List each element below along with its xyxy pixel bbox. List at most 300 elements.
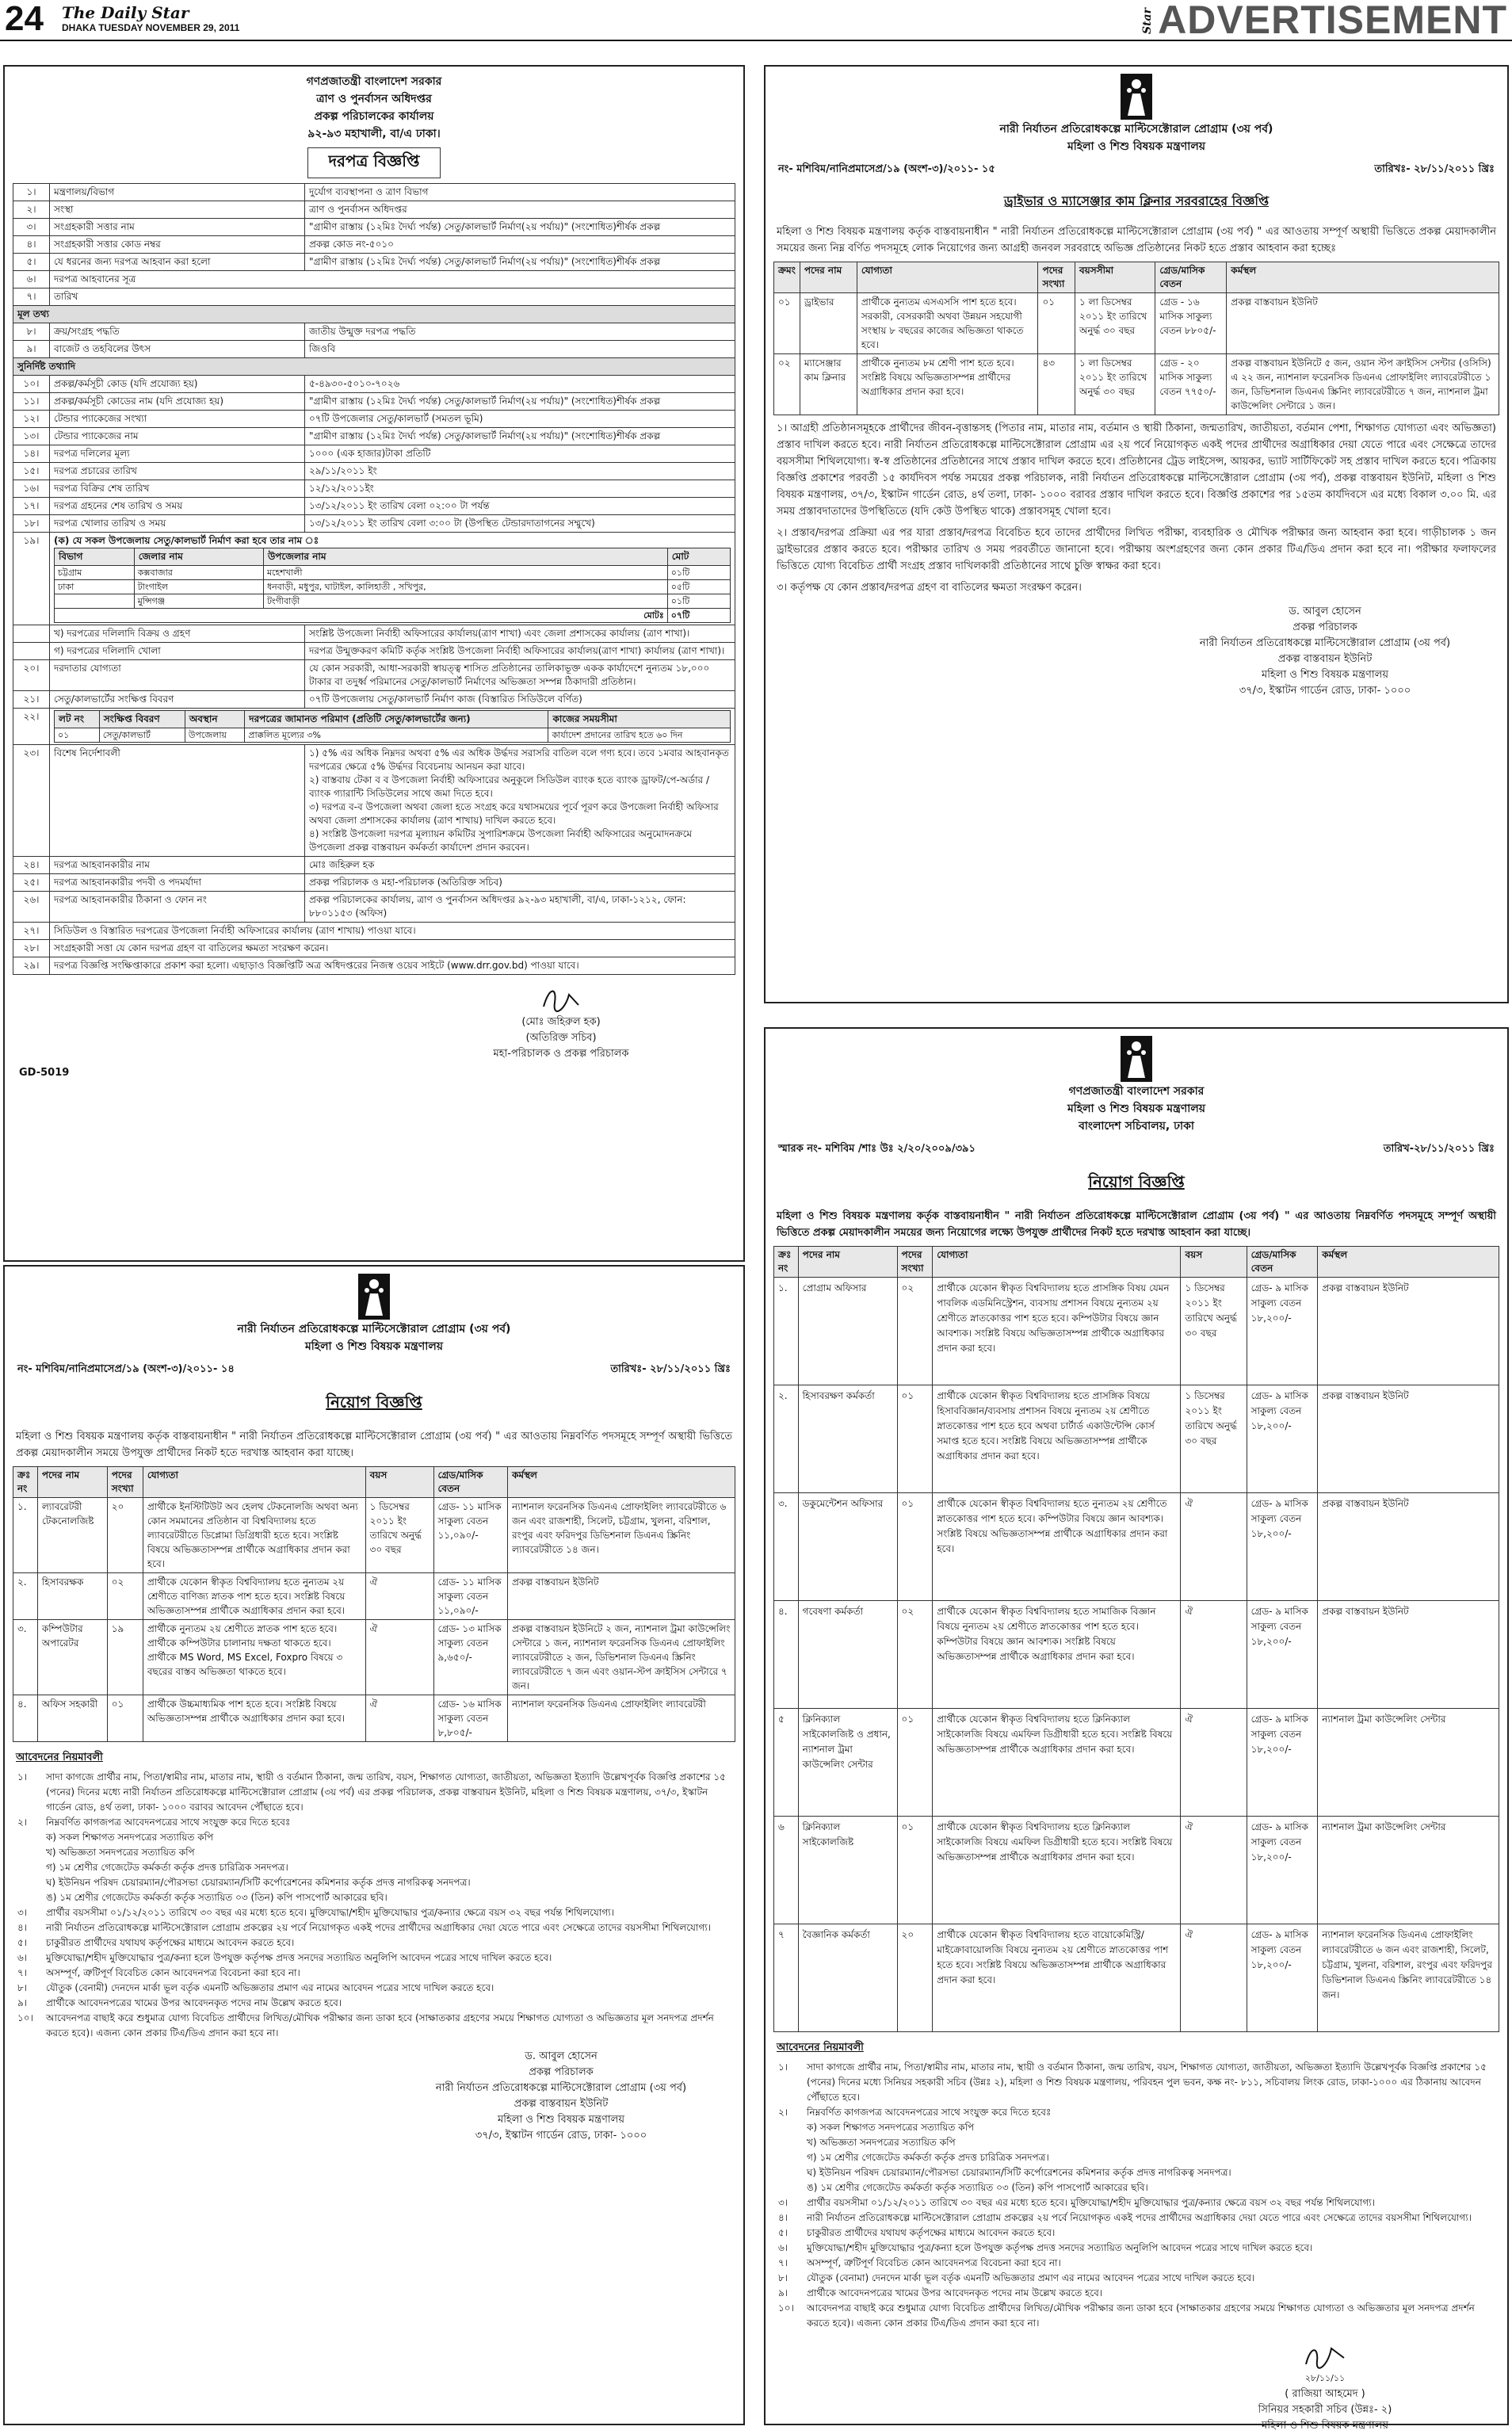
upazila-cell: ০১টি <box>667 594 730 609</box>
tender-row <box>13 271 735 288</box>
signer-line: নারী নির্যাতন প্রতিরোধকল্পে মাল্টিসেক্টোরাল প্রোগ্রাম (৩য় পর্ব) <box>435 2082 687 2094</box>
rule-number <box>778 2120 800 2135</box>
row-value: প্রকল্প পরিচালক ও মহা-পরিচালক (অতিরিক্ত সচিব) <box>305 874 735 892</box>
row-label: সেতু/কালভার্টের সংক্ষিপ্ত বিবরণ <box>50 691 305 709</box>
rule-number: ২। <box>778 2107 788 2118</box>
row-number: ১৬। <box>13 480 50 498</box>
row-value: জিওবি <box>305 341 735 358</box>
row-number: ২৬। <box>13 892 50 923</box>
table-cell: ৬ <box>774 1817 799 1924</box>
rule-text: নারী নির্যাতন প্রতিরোধকল্পে মাল্টিসেক্টোরাল প্রোগ্রাম প্রকল্পের ২য় পর্বে নিয়োগকৃত একই পদের প্রার্থীদের অগ্রাধিকার দেয়া যেতে পারে এবং সেক্ষেত্রে তাদের বয়সসীমা শিথিলযোগ্য। <box>46 1922 712 1933</box>
upazila-cell: মহেশখালী <box>263 566 667 580</box>
row-number: ২৫। <box>13 874 50 892</box>
row-value: ১৩/১২/২০১১ ইং তারিখ বেলা ৩:০০ টা (উপস্থিত টেন্ডারদাতাগনের সম্মুখে) <box>305 515 735 533</box>
tender-row <box>13 533 735 625</box>
signature-block <box>773 604 1476 699</box>
signer-title: মহা-পরিচালক ও প্রকল্প পরিচালক <box>493 1048 629 1060</box>
rule-text: ঘ) ইউনিয়ন পরিষদ চেয়ারম্যান/পৌরসভা চেয়ারম্যান/সিটি কর্পোরেশনের কমিশনার কর্তৃক প্রদত্ত নাগরিকত্ব সনদপত্র। <box>46 1877 471 1888</box>
table-cell: অফিস সহকারী <box>37 1695 107 1742</box>
row-number: ২৪। <box>13 857 50 874</box>
header-line: গণপ্রজাতন্ত্রী বাংলাদেশ সরকার <box>306 75 442 88</box>
signature-block <box>13 2049 712 2144</box>
row-label: সংগ্রহকারী সত্তার নাম <box>50 219 305 236</box>
list-item <box>778 2271 1495 2286</box>
ministry-recruitment-ad <box>764 1027 1509 2432</box>
instruction-item: ২) বাস্তবায় টেকা ব ব উপজেলা নির্বাহী অফিসারের অনুকূলে সিডিউল ব্যাংক হতে ব্যাংক ড্রাফট/পে-অর্ডার / ব্যাংক গ্যারান্টি সিডিউলের সাথে জমা দিতে হবে। <box>309 774 710 799</box>
row-label: প্রকল্প/কর্মসূচী কোড (যদি প্রযোজ্য হয়) <box>50 376 305 393</box>
rule-number: ৬। <box>778 2242 788 2253</box>
table-cell: ০১ <box>897 1385 933 1493</box>
table-cell: প্রার্থীকে যেকোন স্বীকৃত বিশ্ববিদ্যালয় হতে ক্লিনিক্যাল সাইকোলজি বিষয়ে এমফিল ডিগ্রীধারী হতে হবে। সংশ্লিষ্ট বিষয়ে অভিজ্ঞতাসম্পন্ন প্রার্থীকে অগ্রাধিকার প্রদান করা হবে। <box>933 1817 1181 1924</box>
table-row <box>774 1817 1499 1924</box>
table-cell: প্রার্থীকে উচ্চমাধ্যমিক পাশ হতে হবে। সংশ্লিষ্ট বিষয়ে অভিজ্ঞতাসম্পন্ন প্রার্থীকে অগ্রাধিকার প্রদান করা হবে। <box>143 1695 365 1742</box>
table-cell: প্রার্থীকে যেকোন স্বীকৃত বিশ্ববিদ্যালয় হতে নুন্যতম ২য় শ্রেণীতে স্নাতকোত্তর পাশ হতে হবে। কম্পিউটার বিষয়ে জ্ঞান আবশ্যক। সংশ্লিষ্ট বিষয়ে অভিজ্ঞতাসম্পন্ন প্রার্থীকে অগ্রাধিকার প্রদান করা হবে। <box>933 1493 1181 1601</box>
section-heading: সুনির্দিষ্ট তথ্যাদি <box>13 358 735 376</box>
table-row <box>774 1493 1499 1601</box>
column-header: পদের সংখ্যা <box>107 1467 143 1498</box>
row-number: ১৪। <box>13 445 50 463</box>
tender-row <box>13 660 735 691</box>
table-cell: ঐ <box>365 1695 433 1742</box>
row-number: ১৯। <box>13 533 50 625</box>
list-item <box>778 2286 1495 2301</box>
row-value: "গ্রামীণ রাস্তায় (১২মিঃ দৈর্ঘ্য পর্যন্ত) সেতু/কালভার্ট নির্মাণ(২য় পর্যায়)" (সংশোধিত)শীর্ষক প্রকল্প <box>305 254 735 271</box>
row-label: বিশেষ নির্দেশাবলী <box>50 745 305 857</box>
column-header: কাজের সময়সীমা <box>548 711 731 728</box>
table-cell: প্রার্থীকে যেকোন স্বীকৃত বিশ্ববিদ্যালয় হতে প্রাসঙ্গিক বিষয় যেমন পাবলিক এডমিনিস্ট্রেশন, ব্যবসায় প্রশাসন বিষয়ে নুন্যতম ২য় শ্রেণীতে স্নাতকোত্তর পাশ হতে হবে। কম্পিউটার বিষয়ে জ্ঞান আবশ্যক। সংশ্লিষ্ট বিষয়ে অভিজ্ঞতাসম্পন্ন প্রার্থীকে অগ্রাধিকার প্রদান করা হবে। <box>933 1278 1181 1385</box>
rule-text: অসম্পূর্ণ, ত্রুটিপূর্ণ বিবেচিত কোন আবেদনপত্র বিবেচনা করা হবে না। <box>807 2257 1061 2268</box>
rule-number <box>778 2150 800 2165</box>
row-number: ৩। <box>13 219 50 236</box>
column-header: লট নং <box>55 711 100 728</box>
rules-title: আবেদনের নিয়মাবলী <box>16 1752 103 1763</box>
row-label: দরপত্র আহবানের সূত্র <box>50 271 735 288</box>
row-number: ১২। <box>13 411 50 428</box>
rule-text: মুক্তিযোদ্ধা/শহীদ মুক্তিযোদ্ধার পুত্র/কন্যা হলে উপযুক্ত কর্তৃপক্ষ প্রদত্ত সনদের সত্যায়িত অনুলিপি আবেদন পত্রের সাথে দাখিল করতে হবে। <box>46 1952 552 1963</box>
row-value: জাতীয় উন্মুক্ত দরপত্র পদ্ধতি <box>305 323 735 341</box>
project-emblem-icon <box>1120 73 1153 120</box>
table-cell: ০২ <box>897 1601 933 1709</box>
rule-number: ১। <box>778 2061 788 2073</box>
column-header: পদের সংখ্যা <box>897 1247 933 1278</box>
rule-text: গ) ১ম শ্রেণীর গেজেটেড কর্মকর্তা কর্তৃক প্রদত্ত চারিত্রিক সনদপত্র। <box>807 2152 1049 2163</box>
table-cell: গ্রেড- ৯ মাসিক সাকুল্য বেতন ১৮,২০০/- <box>1247 1924 1318 2032</box>
tender-row <box>13 957 735 975</box>
reference-number: স্মারক নং- মশিবিম /শাঃ উঃ ২/২০/২০০৯/৩৯১ <box>778 1143 976 1155</box>
table-cell: ০১ <box>897 1817 933 1924</box>
column-header: কর্মস্থল <box>508 1467 735 1498</box>
list-item <box>778 2105 1495 2120</box>
table-cell: ন্যাশনাল ফরেনসিক ডিএনএ প্রোফাইলিং ল্যাবরেটরীতে ৬ জন এবং রাজশাহী, সিলেট, চট্টগ্রাম, খুলনা, বরিশাল, রংপুর এবং ফরিদপুর ডিভিশনাল ডিএনএ স্ক্রিনিং ল্যাবরেটরীতে ১৪ জন। <box>1318 1924 1499 2032</box>
tender-row <box>13 201 735 219</box>
list-item <box>17 1996 731 2011</box>
tender-row <box>13 625 735 643</box>
row-label: দরপত্র আহবানকারীর নাম <box>50 857 305 874</box>
upazila-row <box>55 580 731 594</box>
row-value: ৫-৪৯৩০-৫০১০-৭০২৬ <box>305 376 735 393</box>
rules-list <box>778 2060 1495 2331</box>
signer-line: মহিলা ও শিশু বিষয়ক মন্ত্রণালয় <box>497 2114 625 2126</box>
signer-title: সিনিয়র সহকারী সচিব (উন্নঃ- ২) <box>1258 2404 1392 2416</box>
column-header: পদের সংখ্যা <box>1038 262 1075 293</box>
table-cell: প্রার্থীকে যেকোন স্বীকৃত বিশ্ববিদ্যালয় হতে প্রাসঙ্গিক বিষয়ে হিসাববিজ্ঞান/ব্যবসায় প্রশাসন বিষয়ে নুন্যতম ২য় শ্রেণীতে স্নাতকোত্তর পাশ হতে হবে অথবা চার্টার্ড একাউন্টেন্সি কোর্স সমাপ্ত হতে হবে। সংশ্লিষ্ট বিষয়ে অভিজ্ঞতাসম্পন্ন প্রার্থীকে অগ্রাধিকার প্রদান করা হবে। <box>933 1385 1181 1493</box>
newspaper-logo: The Daily Star <box>62 3 189 22</box>
row-label: মন্ত্রণালয়/বিভাগ <box>50 184 305 201</box>
table-cell: গ্রেড- ১১ মাসিক সাকুল্য বেতন ১১,০৯০/- <box>433 1573 508 1620</box>
row-label: গ) দরপত্রের দলিলাদি খোলা <box>50 643 305 660</box>
row-value: প্রকল্প কোড নং-৫০১০ <box>305 236 735 254</box>
list-item <box>17 1845 731 1860</box>
note-paragraph: ১। আগ্রহী প্রতিষ্ঠানসমূহকে প্রার্থীদের জীবন-বৃত্তান্তসহ (পিতার নাম, মাতার নাম, বর্তমান ও স্থায়ী ঠিকানা, জন্মতারিখ, জাতীয়তা, বর্তমান পেশা, শিক্ষাগত যোগ্যতা এবং অভিজ্ঞতা) প্রস্তাব দাখিল করতে হবে। নারী নির্যাতন প্রতিরোধকল্পে মাল্টিসেক্টোরাল প্রোগ্রাম এর ২য় পর্বে নিয়োগকৃত একই পদের প্রার্থীদের অগ্রাধিকার দেয়া যেতে পারে এবং সেক্ষেত্রে তাদের বয়সসীমা শিথিলযোগ্য। স্ব-স্ব প্রতিষ্ঠানের প্রতিষ্ঠানের সাথে প্রস্তাব দাখিল করতে হবে। প্রতিষ্ঠানের ট্রেড লাইসেন্স, আয়কর, ভ্যাট সার্টিফিকেট সহ প্রস্তাব দাখিল করতে হবে। পত্রিকায় বিজ্ঞপ্তি প্রকাশের পরবর্তী ১৫ কার্যদিবস পর্যন্ত সময়ের প্রকল্প পরিচালক, নারী নির্যাতন প্রতিরোধকল্পে মাল্টিসেক্টোরাল প্রোগ্রাম (৩য় পর্ব), প্রকল্প বাস্তবায়ন ইউনিট, মহিলা ও শিশু বিষয়ক মন্ত্রণালয়, ৩৭/৩, ইস্কাটন গার্ডেন রোড, ৪র্থ তলা, ঢাকা- ১০০০ বরাবর প্রস্তাব দাখিল করতে হবে। বিজ্ঞপ্তি প্রকাশের পর ১৫তম কার্যদিবসে এর মধ্যে বিকাল ৩.০০ মি. এর সময় প্রস্তাবদাতাদের উপস্থিতিতে (যদি কেউ উপস্থিত থাকে) প্রস্তাবসমূহ খোলা হবে। <box>777 422 1496 518</box>
lot-cell: ০১ <box>55 728 100 743</box>
row-label: সংগ্রহকারী সত্তা যে কোন দরপত্র গ্রহণ বা বাতিলের ক্ষমতা সংরক্ষণ করেন। <box>50 940 735 957</box>
row-value: সংশ্লিষ্ট উপজেলা নির্বাহী অফিসারের কার্যালয়(ত্রাণ শাখা) এবং জেলা প্রশাসকের কার্যালয় (ত্রাণ শাখা)। <box>305 625 735 643</box>
rule-number <box>17 1845 40 1860</box>
signer-line: মহিলা ও শিশু বিষয়ক মন্ত্রণালয় <box>1261 669 1389 681</box>
table-cell: হিসাবরক্ষণ কর্মকর্তা <box>798 1385 897 1493</box>
table-cell: ঐ <box>1181 1601 1247 1709</box>
upazila-cell: ধনবাড়ী, মধুপুর, ঘাটাইল, কালিহাতী , সখিপুর, <box>263 580 667 594</box>
rule-text: মুক্তিযোদ্ধা/শহীদ মুক্তিযোদ্ধার পুত্র/কন্যা হলে উপযুক্ত কর্তৃপক্ষ প্রদত্ত সনদের সত্যায়িত অনুলিপি আবেদন পত্রের সাথে দাখিল করতে হবে। <box>807 2242 1313 2253</box>
rule-number: ১০। <box>17 2012 33 2023</box>
notice-date: তারিখ-২৮/১১/২০১১ খ্রিঃ <box>1383 1143 1495 1155</box>
table-cell: ১ লা ডিসেম্বর ২০১১ ইং তারিখে অনুর্দ্ধ ৩০ বছর <box>1075 354 1155 415</box>
rule-number <box>17 1890 40 1905</box>
signer-line: ৩৭/৩, ইস্কাটন গার্ডেন রোড, ঢাকা- ১০০০ <box>1239 685 1411 697</box>
table-cell: ১ ডিসেম্বর ২০১১ ইং তারিখে অনুর্দ্ধ ৩০ বছর <box>1181 1278 1247 1385</box>
upazila-heading: (ক) যে সকল উপজেলায় সেতু/কালভার্ট নির্মাণ করা হবে তার নাম ঃ <box>54 535 319 546</box>
table-row <box>774 293 1499 354</box>
column-header: যোগ্যতা <box>857 262 1038 293</box>
signature-date: ২৮/১১/১১ <box>1304 2373 1346 2383</box>
table-cell: ০২ <box>107 1573 143 1620</box>
signer-line: নারী নির্যাতন প্রতিরোধকল্পে মাল্টিসেক্টোরাল প্রোগ্রাম (৩য় পর্ব) <box>1199 637 1451 649</box>
tender-row <box>13 463 735 480</box>
column-header: পদের নাম <box>800 262 857 293</box>
tender-row <box>13 219 735 236</box>
table-cell: ঐ <box>1181 1493 1247 1601</box>
row-value: "গ্রামীণ রাস্তায় (১২মিঃ দৈর্ঘ্য পর্যন্ত) সেতু/কালভার্ট নির্মাণ(২য় পর্যায়)" (সংশোধিত)শীর্ষক প্রকল্প <box>305 219 735 236</box>
signer-name: ( রাজিয়া আহমেদ ) <box>1285 2388 1365 2400</box>
rule-number: ৫। <box>778 2227 788 2238</box>
table-cell: ঐ <box>1181 1817 1247 1924</box>
table-cell: ন্যাশনাল ট্রমা কাউন্সেলিং সেন্টার <box>1318 1709 1499 1817</box>
upazila-cell: ঢাকা <box>55 580 135 594</box>
table-cell: গবেষণা কর্মকর্তা <box>798 1601 897 1709</box>
row-label: সংস্থা <box>50 201 305 219</box>
row-number: ২২। <box>13 709 50 745</box>
rule-number <box>17 1830 40 1845</box>
rule-number <box>778 2165 800 2180</box>
list-item <box>778 2135 1495 2150</box>
list-item <box>17 1966 731 1981</box>
table-cell: ঐ <box>1181 1709 1247 1817</box>
header-line: ত্রাণ ও পুনর্বাসন অধিদপ্তর <box>316 93 432 105</box>
table-cell: গ্রেড - ১৬ মাসিক সাকুল্য বেতন ৮৮০৫/- <box>1155 293 1227 354</box>
table-cell: ক্লিনিক্যাল সাইকোলজিষ্ট ও প্রধান, ন্যাশনাল ট্রমা কাউন্সেলিং সেন্টার <box>798 1709 897 1817</box>
list-item <box>17 1875 731 1890</box>
header-line: ৯২-৯৩ মহাখালী, বা/এ ঢাকা। <box>307 128 441 140</box>
table-cell: প্রকল্প বাস্তবায়ন ইউনিট <box>1318 1493 1499 1601</box>
list-item <box>17 1815 731 1830</box>
table-cell: ৫ <box>774 1709 799 1817</box>
table-cell: ০১ <box>107 1695 143 1742</box>
tender-row <box>13 923 735 940</box>
tender-row <box>13 691 735 709</box>
instruction-item: ৩) দরপত্র ব-ব উপজেলা অথবা জেলা হতে সংগ্রহ করে যথাসময়ের পূর্বে পূরণ করে উপজেলা নির্বাহী অফিসার অথবা জেলা প্রশাসকের কার্যালয় (ত্রাণ শাখায়) দাখিল করতে হবে। <box>309 801 719 826</box>
row-number: ৪। <box>13 236 50 254</box>
row-number: ৯। <box>13 341 50 358</box>
table-cell: ১ ডিসেম্বর ২০১১ ইং তারিখে অনুর্দ্ধ ৩০ বছর <box>1181 1385 1247 1493</box>
signer-line: প্রকল্প পরিচালক <box>1292 621 1357 633</box>
row-label: সিডিউল ও বিস্তারিত দরপত্রের উপজেলা নির্বাহী অফিসারের কার্যালয় (ত্রাণ শাখায়) পাওয়া যাবে। <box>50 923 735 940</box>
tender-row <box>13 515 735 533</box>
rule-text: সাদা কাগজে প্রার্থীর নাম, পিতা/স্বামীর নাম, মাতার নাম, স্থায়ী ও বর্তমান ঠিকানা, জন্ম তারিখ, বয়স, শিক্ষাগত যোগ্যতা, জাতীয়তা, অভিজ্ঞতা ইত্যাদি উল্লেখপূর্বক বিজ্ঞপ্তি প্রকাশের ১৫ (পনের) দিনের মধ্যে সিনিয়র সহকারী সচিব (উন্নঃ ২), মহিলা ও শিশু বিষয়ক মন্ত্রণালয়, পরিবহন পুল ভবন, কক্ষ নং- ৮১১, সচিবালয় লিংক রোড, ঢাকা-১০০০ এর ঠিকানায় আবেদন পৌঁছাতে হবে। <box>807 2061 1487 2103</box>
section-title: ADVERTISEMENT <box>1158 0 1507 42</box>
rule-number: ৮। <box>778 2272 788 2283</box>
table-cell: বৈজ্ঞানিক কর্মকর্তা <box>798 1924 897 2032</box>
total-label: মোটঃ <box>55 609 668 623</box>
rule-text: প্রার্থীর বয়সসীমা ০১/১২/২০১১ তারিখে ৩০ বছর এর মধ্যে হতে হবে। মুক্তিযোদ্ধা/শহীদ মুক্তিযোদ্ধার পুত্র/কন্যার ক্ষেত্রে বয়স ৩২ বছর পর্যন্ত শিথিলযোগ্য। <box>46 1907 614 1918</box>
jobs-table <box>773 1246 1499 2032</box>
rule-text: সাদা কাগজে প্রার্থীর নাম, পিতা/স্বামীর নাম, মাতার নাম, স্থায়ী ও বর্তমান ঠিকানা, জন্ম তারিখ, বয়স, শিক্ষাগত যোগ্যতা, জাতীয়তা, অভিজ্ঞতা ইত্যাদি উল্লেখপূর্বক বিজ্ঞপ্তি প্রকাশের ১৫ (পনের) দিনের মধ্যে নারী নির্যাতন প্রতিরোধকল্পে মাল্টিসেক্টোরাল প্রোগ্রাম (৩য় পর্ব) এর প্রকল্প পরিচালক, প্রকল্প বাস্তবায়ন ইউনিট, মহিলা ও শিশু বিষয়ক মন্ত্রণালয়, ৩৭/৩, ইস্কাটন গার্ডেন রোড, ৪র্থ তলা, ঢাকা- ১০০০ বরাবর আবেদন পৌঁছাতে হবে। <box>46 1771 726 1813</box>
rule-text: খ) অভিজ্ঞতা সনদপত্রের সত্যায়িত কপি <box>807 2137 956 2148</box>
header-line: মহিলা ও শিশু বিষয়ক মন্ত্রণালয় <box>1067 140 1206 153</box>
row-number: ২৩। <box>13 745 50 857</box>
table-row <box>13 1498 735 1573</box>
rule-text: চাকুরীরত প্রার্থীদের যথাযথ কর্তৃপক্ষের মাধ্যমে আবেদন করতে হবে। <box>807 2227 1056 2238</box>
row-number: ৭। <box>13 288 50 306</box>
table-row <box>774 1601 1499 1709</box>
column-header: গ্রেড/মাসিক বেতন <box>1155 262 1227 293</box>
row-value: দুর্যোগ ব্যবস্থাপনা ও ত্রাণ বিভাগ <box>305 184 735 201</box>
rules-list <box>17 1770 731 2041</box>
row-value: যে কোন সরকারী, আধা-সরকারী স্বায়ত্ত্ব শাসিত প্রতিষ্ঠানের তালিকাভূক্ত একক কার্যাদেশে নুন্যতম ১৮,০০০ টাকার বা তদুর্ধ্ব পরিমানের সেতু/কালভার্ট নির্মাণের অভিজ্ঞতা সম্পন্ন ঠিকাদারী প্রতিষ্ঠান। <box>305 660 735 691</box>
row-number: ১৩। <box>13 428 50 445</box>
table-cell: ০১ <box>1038 293 1075 354</box>
jobs-table <box>13 1466 735 1742</box>
table-cell: ডকুমেন্টেশন অফিসার <box>798 1493 897 1601</box>
row-value: মোঃ জহিরুল হক <box>305 857 735 874</box>
table-cell: গ্রেড- ৯ মাসিক সাকুল্য বেতন ১৮,২০০/- <box>1247 1385 1318 1493</box>
table-cell: হিসাবরক্ষক <box>37 1573 107 1620</box>
list-item <box>17 2011 731 2041</box>
rule-text: গ) ১ম শ্রেণীর গেজেটেড কর্মকর্তা কর্তৃক প্রদত্ত চারিত্রিক সনদপত্র। <box>46 1862 288 1873</box>
signer-line: প্রকল্প বাস্তবায়ন ইউনিট <box>1277 653 1373 665</box>
rule-text: ঙ) ১ম শ্রেণীর গেজেটেড কর্মকর্তা কর্তৃক সত্যায়িত ০৩ (তিন) কপি পাসপোর্ট আকারের ছবি। <box>46 1892 388 1903</box>
signer-name: (মোঃ জহিরুল হক) <box>521 1016 601 1028</box>
rule-text: আবেদনপত্র বাছাই করে শুধুমাত্র যোগ্য বিবেচিত প্রার্থীদের লিখিত/মৌখিক পরীক্ষার জন্য ডাকা হবে (সাক্ষাতকার গ্রহণের সময়ে শিক্ষাগত যোগ্যতা ও অভিজ্ঞতার মূল সনদপত্র প্রদর্শন করতে হবে)। এজন্য কোন প্রকার টিএ/ডিএ প্রদান করা হবে না। <box>807 2302 1475 2329</box>
signature-block <box>773 2339 1476 2434</box>
row-value: প্রকল্প পরিচালকের কার্যালয়, ত্রাণ ও পুনর্বাসন অধিদপ্তর ৯২-৯৩ মহাখালী, বা/এ, ঢাকা-১২১২, ফোন: ৮৮০১১৫৩ (অফিস) <box>305 892 735 923</box>
column-header: উপজেলার নাম <box>263 548 667 566</box>
driver-messenger-ad <box>764 65 1509 1003</box>
row-value: দরপত্র উন্মুক্তকরণ কমিটি কর্তৃক সংশ্লিষ্ট উপজেলা নির্বাহী অফিসারের কার্যালয়(ত্রাণ শাখা) কার্যালয় (ত্রাণ শাখা)। <box>305 643 735 660</box>
rule-text: নারী নির্যাতন প্রতিরোধকল্পে মাল্টিসেক্টোরাল প্রোগ্রাম প্রকল্পের ২য় পর্বে নিয়োগকৃত একই পদের প্রার্থীদের অগ্রাধিকার দেয়া যেতে পারে এবং সেক্ষেত্রে তাদের বয়সসীমা শিথিলযোগ্য। <box>807 2212 1472 2223</box>
table-cell: ২. <box>774 1385 799 1493</box>
row-number: ২০। <box>13 660 50 691</box>
lot-cell: প্রাক্কলিত মূল্যের ৩% <box>245 728 548 743</box>
table-cell: ১ লা ডিসেম্বর ২০১১ ইং তারিখে অনুর্দ্ধ ৩০ বছর <box>1075 293 1155 354</box>
header-line: মহিলা ও শিশু বিষয়ক মন্ত্রণালয় <box>304 1340 444 1353</box>
tender-row <box>13 480 735 498</box>
upazila-cell: মুন্সিগঞ্জ <box>134 594 263 609</box>
table-cell: প্রকল্প বাস্তবায়ন ইউনিট <box>508 1573 735 1620</box>
tender-row <box>13 236 735 254</box>
table-cell: প্রার্থীকে যেকোন স্বীকৃত বিশ্ববিদ্যালয় হতে নুন্যতম ২য় শ্রেণীতে বাণিজ্য স্নাতক পাশ হতে হবে। সংশ্লিষ্ট বিষয়ে অভিজ্ঞতাসম্পন্ন প্রার্থীকে অগ্রাধিকার প্রদান করা হবে। <box>143 1573 365 1620</box>
header-line: নারী নির্যাতন প্রতিরোধকল্পে মাল্টিসেক্টোরাল প্রোগ্রাম (৩য় পর্ব) <box>999 123 1273 136</box>
row-value: ১৩/১২/২০১১ ইং তারিখ বেলা ০২:০০ টা পর্যন্ত <box>305 498 735 515</box>
signer-line: ড. আবুল হোসেন <box>1289 606 1361 617</box>
table-cell: ৪. <box>13 1695 38 1742</box>
table-cell: ২০ <box>897 1924 933 2032</box>
list-item <box>17 1770 731 1815</box>
list-item <box>17 1890 731 1905</box>
row-number: ১। <box>13 184 50 201</box>
row-number: ৬। <box>13 271 50 288</box>
table-cell: ৪. <box>774 1601 799 1709</box>
row-label: প্রকল্প/কর্মসূচী কোডের নাম (যদি প্রযোজ্য হয়) <box>50 393 305 411</box>
table-cell: গ্রেড- ১১ মাসিক সাকুল্য বেতন ১১,০৯০/- <box>433 1498 508 1573</box>
table-cell: ০১ <box>774 293 800 354</box>
section-heading: মূল তথ্য <box>13 306 735 323</box>
lot-cell: সেতু/কালভার্ট <box>99 728 185 743</box>
intro-paragraph: মহিলা ও শিশু বিষয়ক মন্ত্রণালয় কর্তৃক বাস্তবায়নাধীন " নারী নির্যাতন প্রতিরোধকল্পে মাল্টিসেক্টোরাল প্রোগ্রাম (৩য় পর্ব) " এর আওতায় নিম্নবর্ণিত পদসমূহে সম্পূর্ণ অস্থায়ী ভিত্তিতে প্রকল্প মেয়াদকালীন সময়ে উপযুক্ত প্রার্থীদের নিকট হতে দরখাস্ত আহবান করা যাচ্ছে। <box>16 1431 732 1459</box>
table-cell: ৩. <box>13 1620 38 1695</box>
rule-number: ৯। <box>778 2287 788 2298</box>
row-label: টেন্ডার প্যাকেজের নাম <box>50 428 305 445</box>
row-label: দরপত্র গ্রহনের শেষ তারিখ ও সময় <box>50 498 305 515</box>
table-cell: গ্রেড- ৯ মাসিক সাকুল্য বেতন ১৮,২০০/- <box>1247 1817 1318 1924</box>
row-label: দরপত্র খোলার তারিখ ও সময় <box>50 515 305 533</box>
tender-notice-ad <box>3 65 745 1262</box>
tender-row <box>13 428 735 445</box>
notice-title: নিয়োগ বিজ্ঞপ্তি <box>1088 1172 1185 1191</box>
column-header: পদের নাম <box>798 1247 897 1278</box>
list-item <box>778 2180 1495 2195</box>
table-cell: ঐ <box>365 1573 433 1620</box>
table-cell: ন্যাশনাল ট্রমা কাউন্সেলিং সেন্টার <box>1318 1817 1499 1924</box>
table-cell: প্রকল্প বাস্তবায়ন ইউনিট <box>1227 293 1499 354</box>
signer-line: ড. আবুল হোসেন <box>525 2050 598 2062</box>
rule-number: ১০। <box>778 2302 794 2314</box>
tender-row <box>13 745 735 857</box>
tender-table <box>13 183 735 975</box>
list-item <box>17 1905 731 1920</box>
row-label: দরপত্র প্রচারের তারিখ <box>50 463 305 480</box>
header-line: বাংলাদেশ সচিবালয়, ঢাকা <box>1079 1120 1194 1133</box>
list-item <box>778 2301 1495 2331</box>
table-cell: ২. <box>13 1573 38 1620</box>
rule-number: ৭। <box>778 2257 788 2268</box>
row-number: ২১। <box>13 691 50 709</box>
list-item <box>17 1981 731 1996</box>
upazila-cell: ০৫টি <box>667 580 730 594</box>
column-header: বয়স <box>1181 1247 1247 1278</box>
column-header: গ্রেড/মাসিক বেতন <box>433 1467 508 1498</box>
rule-number: ৯। <box>17 1997 28 2008</box>
rule-text: আবেদনপত্র বাছাই করে শুধুমাত্র যোগ্য বিবেচিত প্রার্থীদের লিখিত/মৌখিক পরীক্ষার জন্য ডাকা হবে (সাক্ষাতকার গ্রহণের সময়ে শিক্ষাগত যোগ্যতা ও অভিজ্ঞতার মূল সনদপত্র প্রদর্শন করতে হবে)। এজন্য কোন প্রকার টিএ/ডিএ প্রদান করা হবে না। <box>46 2012 714 2039</box>
upazila-total-row <box>55 609 731 623</box>
instruction-item: ১) ৫% এর অধিক নিম্নদর অথবা ৫% এর অধিক উর্দ্ধদর সরাসরি বাতিল বলে গণ্য হবে। তবে ১মবার আহবানকৃত দরপত্রের ক্ষেত্রে ৫% উর্দ্ধদর বিবেচনায় আনয়ন করা যাবে। <box>309 747 729 772</box>
section-row <box>13 306 735 323</box>
column-header: সংক্ষিপ্ত বিবরণ <box>99 711 185 728</box>
table-cell: গ্রেড- ১৩ মাসিক সাকুল্য বেতন ৯,৬৫০/- <box>433 1620 508 1695</box>
tender-row <box>13 288 735 306</box>
column-header: বয়স <box>365 1467 433 1498</box>
table-cell: প্রার্থীকে যেকোন স্বীকৃত বিশ্ববিদ্যালয় হতে ক্লিনিক্যাল সাইকোলজি বিষয়ে এমফিল ডিগ্রীধারী হতে হবে। সংশ্লিষ্ট বিষয়ে অভিজ্ঞতাসম্পন্ন প্রার্থীকে অগ্রাধিকার প্রদান করা হবে। <box>933 1709 1181 1817</box>
table-cell: ৭ <box>774 1924 799 2032</box>
column-header: কর্মস্থল <box>1318 1247 1499 1278</box>
list-item <box>17 1935 731 1951</box>
rule-text: চাকুরীরত প্রার্থীদের যথাযথ কর্তৃপক্ষের মাধ্যমে আবেদন করতে হবে। <box>46 1937 295 1948</box>
intro-paragraph: মহিলা ও শিশু বিষয়ক মন্ত্রণালয় কর্তৃক বাস্তবায়নাধীন " নারী নির্যাতন প্রতিরোধকল্পে মাল্টিসেক্টোরাল প্রোগ্রাম (৩য় পর্ব) " এর আওতায় নিম্নবর্ণিত পদসমূহে সম্পূর্ণ অস্থায়ী ভিত্তিতে প্রকল্প মেয়াদকালীন সময়ের জন্য নিয়োগের লক্ষ্যে উপযুক্ত প্রার্থীদের নিকট হতে দরখাস্ত আহবান করা যাচ্ছে। <box>777 1210 1496 1239</box>
government-emblem-icon <box>1120 1035 1153 1083</box>
rule-text: প্রার্থীকে আবেদনপত্রের খামের উপর আবেদনকৃত পদের নাম উল্লেখ করতে হবে। <box>46 1997 342 2008</box>
tender-row <box>13 376 735 393</box>
signer-line: ৩৭/৩, ইস্কাটন গার্ডেন রোড, ঢাকা- ১০০০ <box>475 2130 647 2142</box>
notice-date: তারিখঃ- ২৮/১১/২০১১ খ্রিঃ <box>610 1363 731 1375</box>
row-number: ১১। <box>13 393 50 411</box>
tender-row <box>13 254 735 271</box>
table-cell: ঐ <box>1181 1924 1247 2032</box>
tender-row <box>13 184 735 201</box>
table-row <box>774 1709 1499 1817</box>
note-paragraph: ৩। কর্তৃপক্ষ যে কোন প্রস্তাব/দরপত্র গ্রহণ বা বাতিলের ক্ষমতা সংরক্ষণ করেন। <box>777 582 1082 594</box>
intro-paragraph: মহিলা ও শিশু বিষয়ক মন্ত্রণালয় কর্তৃক বাস্তবায়নাধীন " নারী নির্যাতন প্রতিরোধকল্পে মাল্টিসেক্টোরাল প্রোগ্রাম (৩য় পর্ব) " এর আওতায় সম্পূর্ণ অস্থায়ী ভিত্তিতে প্রকল্প মেয়াদকালীন সময়ের জন্য নিম্ন বর্ণিত পদসমূহে লোক নিয়োগের জন্য আগ্রহী জনবল সরবরাহে অভিজ্ঞ প্রতিষ্ঠানের নিকট হতে প্রস্তাব আহবান করা হচ্ছেঃ <box>777 226 1496 254</box>
row-label: দরপত্র বিক্রির শেষ তারিখ <box>50 480 305 498</box>
table-cell: প্রার্থীকে নুন্যতম ৮ম শ্রেণী পাশ হতে হবে। সংশ্লিষ্ট বিষয়ে অভিজ্ঞতাসম্পন্ন প্রার্থীদের অগ্রাধিকার প্রদান করা হবে। <box>857 354 1038 415</box>
row-number: ২৮। <box>13 940 50 957</box>
instructions-list <box>305 745 735 857</box>
reference-number: নং- মশিবিম/নানিপ্রমাসেপ্র/১৯ (অংশ-৩)/২০১১- ১৪ <box>17 1363 235 1375</box>
table-cell: ন্যাশনাল ফরেনসিক ডিএনএ প্রোফাইলিং ল্যাবরেটরী <box>508 1695 735 1742</box>
table-row <box>13 1573 735 1620</box>
rule-text: যৌতুক (বেনামা) দেনদেন মার্কা ভূল বর্তৃক এমনটি অভিজ্ঞতার প্রমাণ এর নামের আবেদন পত্রের সাথে দাখিল করতে হবে। <box>807 2272 1255 2283</box>
row-label: ক্রয়/সংগ্রহ পদ্ধতি <box>50 323 305 341</box>
upazila-table <box>54 548 731 623</box>
row-number: ৮। <box>13 323 50 341</box>
lot-cell: কার্যাদেশ প্রদানের তারিখ হতে ৬০ দিন <box>548 728 731 743</box>
header-line: গণপ্রজাতন্ত্রী বাংলাদেশ সরকার <box>1068 1085 1205 1098</box>
row-label: দরপত্র আহবানকারীর ঠিকানা ও ফোন নং <box>50 892 305 923</box>
list-item <box>17 1920 731 1935</box>
tender-row <box>13 411 735 428</box>
lot-cell: উপজেলায় <box>185 728 244 743</box>
lot-table <box>54 710 731 743</box>
tender-row <box>13 323 735 341</box>
upazila-cell: টংগীবাড়ী <box>263 594 667 609</box>
table-cell: প্রকল্প বাস্তবায়ন ইউনিট <box>1318 1278 1499 1385</box>
signature-icon <box>1301 2339 1349 2371</box>
row-value: ত্রাণ ও পুনর্বাসন অধিদপ্তর <box>305 201 735 219</box>
column-header: বয়সসীমা <box>1075 262 1155 293</box>
rule-text: প্রার্থীকে আবেদনপত্রের খামের উপর আবেদনকৃত পদের নাম উল্লেখ করতে হবে। <box>807 2287 1103 2298</box>
rule-number: ৩। <box>17 1907 28 1918</box>
list-item <box>17 1830 731 1845</box>
row-number: ২৭। <box>13 923 50 940</box>
row-value: "গ্রামীণ রাস্তায় (১২মিঃ দৈর্ঘ্য পর্যন্ত) সেতু/কালভার্ট নির্মাণ(২য় পর্যায়)" (সংশোধিত)শীর্ষক প্রকল্প <box>305 393 735 411</box>
signature-block <box>13 983 712 1062</box>
table-cell: ঐ <box>365 1620 433 1695</box>
table-cell: ৩. <box>774 1493 799 1601</box>
rule-text: ঙ) ১ম শ্রেণীর গেজেটেড কর্মকর্তা কর্তৃক সত্যায়িত ০৩ (তিন) কপি পাসপোর্ট আকারের ছবি। <box>807 2182 1148 2193</box>
rule-text: নিম্নবর্ণিত কাগজপত্র আবেদনপত্রের সাথে সংযুক্ত করে দিতে হবেঃ <box>807 2107 1052 2118</box>
tender-row <box>13 874 735 892</box>
table-row <box>13 1695 735 1742</box>
table-cell: গ্রেড- ৯ মাসিক সাকুল্য বেতন ১৮,২০০/- <box>1247 1601 1318 1709</box>
row-number: ২। <box>13 201 50 219</box>
